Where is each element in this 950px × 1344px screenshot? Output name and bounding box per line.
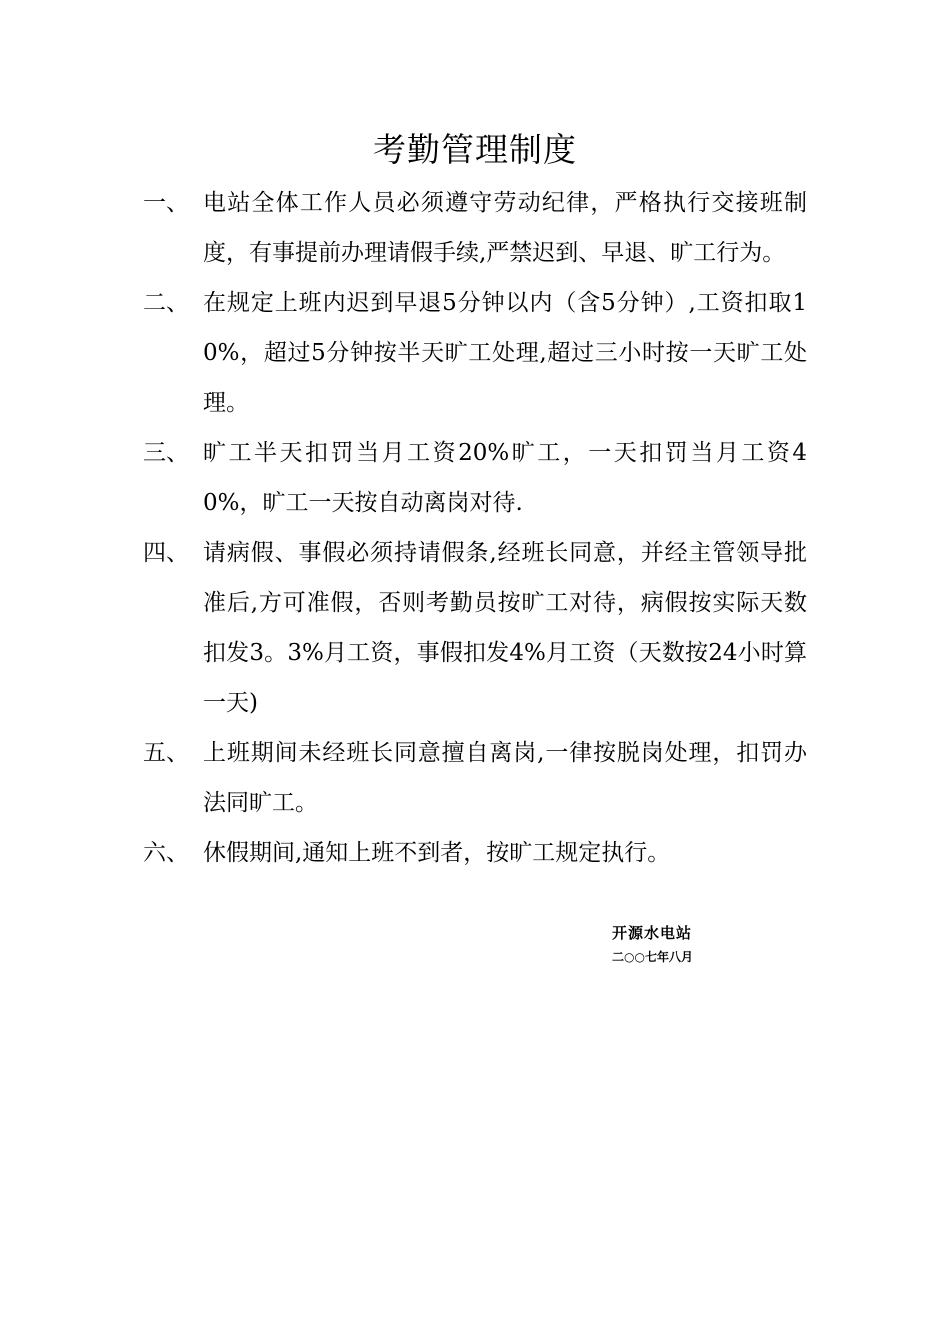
article-number: 三、 xyxy=(143,440,189,466)
article-number: 六、 xyxy=(143,840,189,866)
article-1 xyxy=(143,178,813,278)
article-text: 电站全体工作人员必须遵守劳动纪律，严格执行交接班制度，有事提前办理请假手续,严禁迟到、早退、旷工行为。 xyxy=(203,190,807,266)
article-text: 请病假、事假必须持请假条,经班长同意，并经主管领导批准后,方可准假，否则考勤员按旷工对待，病假按实际天数扣发3。3%月工资，事假扣发4%月工资（天数按24小时算一天) xyxy=(203,540,807,716)
article-list xyxy=(143,178,813,878)
signature-organization: 开源水电站 xyxy=(612,924,693,942)
article-4 xyxy=(143,528,813,728)
article-number: 二、 xyxy=(143,290,189,316)
article-3 xyxy=(143,428,813,528)
article-text: 上班期间未经班长同意擅自离岗,一律按脱岗处理，扣罚办法同旷工。 xyxy=(203,740,807,816)
document-title: 考勤管理制度 xyxy=(373,130,577,169)
article-text: 休假期间,通知上班不到者，按旷工规定执行。 xyxy=(203,840,671,866)
article-number: 一、 xyxy=(143,190,189,216)
article-2 xyxy=(143,278,813,428)
signature-block xyxy=(560,920,790,968)
article-6 xyxy=(143,828,813,878)
article-text: 在规定上班内迟到早退5分钟以内（含5分钟）,工资扣取10%，超过5分钟按半天旷工处理,超过三小时按一天旷工处理。 xyxy=(203,290,807,416)
article-text: 旷工半天扣罚当月工资20%旷工，一天扣罚当月工资40%，旷工一天按自动离岗对待. xyxy=(203,440,807,516)
signature-date: 二○○七年八月 xyxy=(612,950,693,964)
article-number: 四、 xyxy=(143,540,189,566)
article-5 xyxy=(143,728,813,828)
article-number: 五、 xyxy=(143,740,189,766)
